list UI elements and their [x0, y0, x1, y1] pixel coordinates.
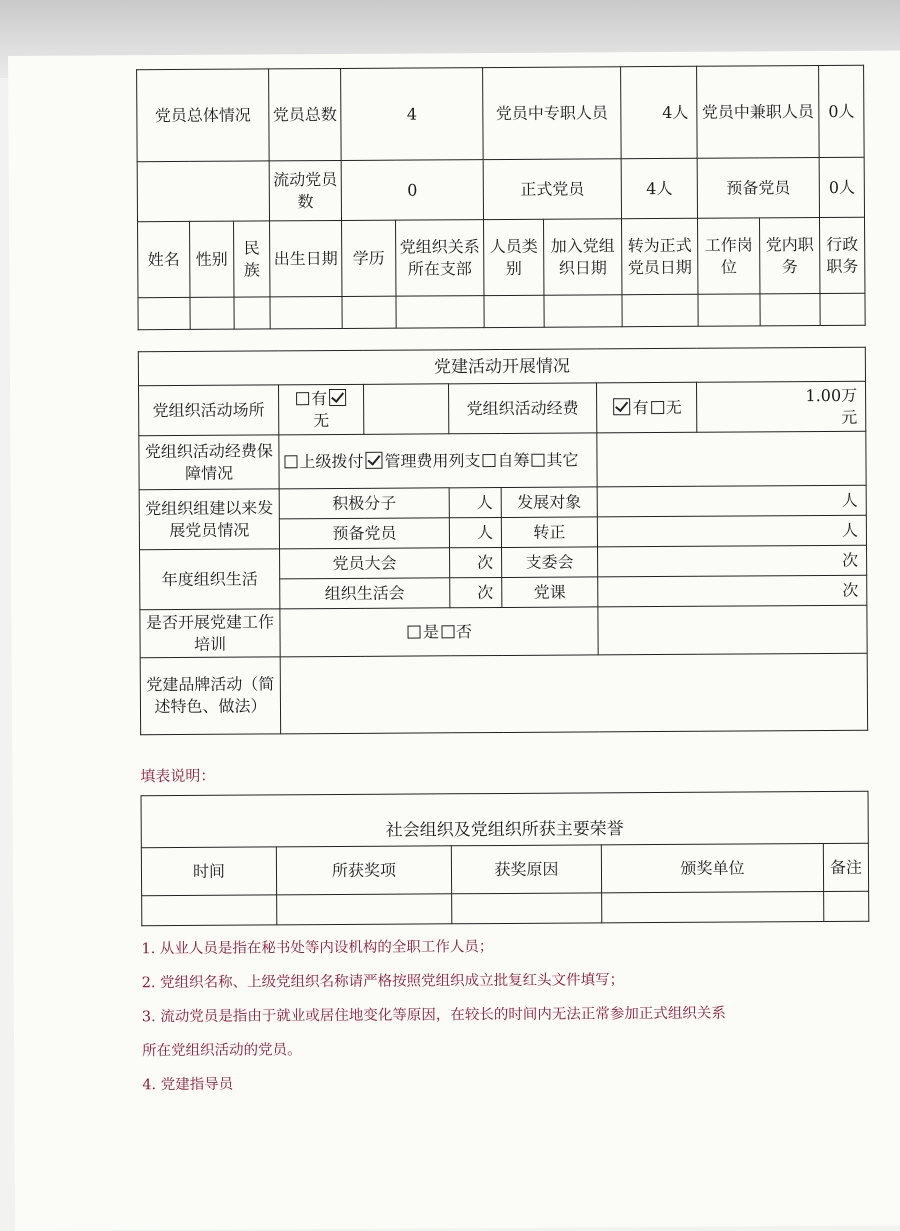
empty-cell[interactable]: [544, 295, 622, 327]
empty-cell[interactable]: [452, 893, 602, 924]
branch-committee-label: 支委会: [502, 547, 598, 578]
candidates-label: 发展对象: [501, 487, 597, 518]
empty-cell[interactable]: [234, 297, 270, 329]
activists-label: 积极分子: [279, 488, 449, 519]
parttime-label: 党员中兼职人员: [697, 66, 820, 159]
overview-label: 党员总体情况: [137, 69, 270, 162]
col-ethnicity: 民族: [234, 221, 270, 297]
probationary-unit: 人: [449, 517, 501, 547]
funds-choice[interactable]: 有 无: [597, 382, 697, 433]
funds-label: 党组织活动经费: [449, 383, 597, 434]
checkbox-empty-icon[interactable]: [408, 625, 421, 638]
col-birthdate: 出生日期: [270, 220, 342, 296]
col-join-date: 加入党组织日期: [544, 219, 622, 295]
honors-col-remark: 备注: [823, 843, 868, 891]
regularized-unit: 人: [597, 515, 866, 547]
org-life-meeting-label: 组织生活会: [280, 578, 450, 609]
col-education: 学历: [342, 220, 396, 296]
lecture-unit: 次: [598, 575, 867, 607]
empty-cell[interactable]: [277, 894, 452, 925]
brand-activity-label: 党建品牌活动（简述特色、做法）: [140, 657, 280, 735]
col-gender: 性别: [190, 221, 234, 297]
checkbox-checked-icon[interactable]: [329, 388, 346, 405]
checkbox-empty-icon[interactable]: [441, 625, 454, 638]
col-branch: 党组织关系所在支部: [396, 220, 484, 297]
empty-cell[interactable]: [820, 293, 865, 325]
floating-label: 流动党员数: [269, 160, 341, 220]
funding-source-options[interactable]: 上级拨付 管理费用列支 自筹 其它: [279, 433, 597, 489]
annual-life-label: 年度组织生活: [140, 549, 280, 610]
note-3-cont: 所在党组织活动的党员。: [142, 1042, 302, 1060]
total-members-label: 党员总数: [269, 68, 342, 160]
checkbox-checked-icon[interactable]: [365, 451, 382, 468]
col-formal-date: 转为正式党员日期: [622, 218, 698, 294]
empty-cell[interactable]: [396, 296, 484, 329]
probationary-value: 0人: [819, 157, 864, 217]
empty-cell[interactable]: [270, 296, 342, 328]
empty-cell[interactable]: [622, 294, 698, 326]
honors-col-time: 时间: [141, 847, 276, 896]
member-overview-table: [136, 65, 866, 330]
empty-cell[interactable]: [597, 431, 866, 487]
empty-cell[interactable]: [760, 294, 820, 326]
document-page: [8, 51, 900, 1231]
activities-title: 党建活动开展情况: [138, 347, 865, 385]
empty-cell[interactable]: [190, 297, 234, 329]
empty-cell[interactable]: [824, 891, 869, 921]
checkbox-empty-icon[interactable]: [284, 455, 297, 468]
honors-col-award: 所获奖项: [276, 846, 451, 895]
note-2: 2. 党组织名称、上级党组织名称请严格按照党组织成立批复红头文件填写；: [141, 972, 625, 992]
regularized-label: 转正: [501, 517, 597, 548]
honors-col-issuer: 颁奖单位: [601, 844, 823, 893]
assembly-unit: 次: [450, 547, 502, 577]
training-label: 是否开展党建工作培训: [140, 609, 280, 658]
venue-label: 党组织活动场所: [139, 385, 279, 436]
training-choice[interactable]: 是 否: [280, 607, 598, 657]
checkbox-empty-icon[interactable]: [651, 401, 664, 414]
probationary-dev-label: 预备党员: [279, 518, 449, 549]
empty-cell[interactable]: [602, 892, 824, 923]
candidates-unit: 人: [597, 485, 866, 517]
formal-value: 4人: [621, 158, 697, 218]
col-category: 人员类别: [484, 219, 544, 295]
activists-unit: 人: [449, 487, 501, 517]
fill-instructions-label: 填表说明：: [140, 766, 216, 786]
brand-activity-value[interactable]: [280, 653, 868, 734]
empty-cell[interactable]: [598, 605, 867, 655]
activities-table: [138, 347, 868, 735]
col-party-duty: 党内职务: [760, 218, 820, 294]
col-name: 姓名: [138, 221, 190, 297]
note-1: 1. 从业人员是指在秘书处等内设机构的全职工作人员；: [141, 939, 494, 958]
venue-choice[interactable]: 有 无: [279, 384, 364, 435]
checkbox-empty-icon[interactable]: [531, 453, 544, 466]
empty-cell[interactable]: [142, 895, 277, 926]
floating-value: 0: [341, 160, 483, 221]
committee-unit: 次: [598, 545, 867, 577]
empty-cell[interactable]: [138, 297, 190, 329]
checkbox-empty-icon[interactable]: [296, 392, 309, 405]
empty-cell[interactable]: [698, 294, 760, 326]
funding-source-label: 党组织活动经费保障情况: [139, 435, 279, 490]
total-members-value: 4: [341, 68, 484, 161]
empty-cell[interactable]: [364, 384, 449, 435]
col-position: 工作岗位: [698, 218, 760, 294]
honors-table: [141, 791, 870, 926]
empty-cell[interactable]: [484, 295, 544, 327]
life-meeting-unit: 次: [450, 577, 502, 607]
note-3: 3. 流动党员是指由于就业或居住地变化等原因，在较长的时间内无法正常参加正式组织关系: [141, 1005, 726, 1026]
overview-label-cont: [137, 161, 269, 222]
checkbox-checked-icon[interactable]: [614, 398, 631, 415]
probationary-label: 预备党员: [697, 158, 819, 219]
col-admin-duty: 行政职务: [820, 217, 865, 293]
formal-label: 正式党员: [483, 159, 621, 220]
development-label: 党组织组建以来发展党员情况: [139, 489, 279, 550]
checkbox-empty-icon[interactable]: [482, 454, 495, 467]
fulltime-label: 党员中专职人员: [483, 67, 622, 160]
funds-amount: 1.00万 元: [697, 381, 866, 432]
fulltime-value: 4人: [621, 66, 698, 158]
honors-col-reason: 获奖原因: [451, 845, 601, 894]
parttime-value: 0人: [819, 65, 865, 157]
party-lecture-label: 党课: [502, 577, 598, 608]
member-assembly-label: 党员大会: [280, 548, 450, 579]
note-4: 4. 党建指导员: [142, 1076, 234, 1094]
honors-title: 社会组织及党组织所获主要荣誉: [141, 791, 868, 847]
empty-cell[interactable]: [342, 296, 396, 328]
